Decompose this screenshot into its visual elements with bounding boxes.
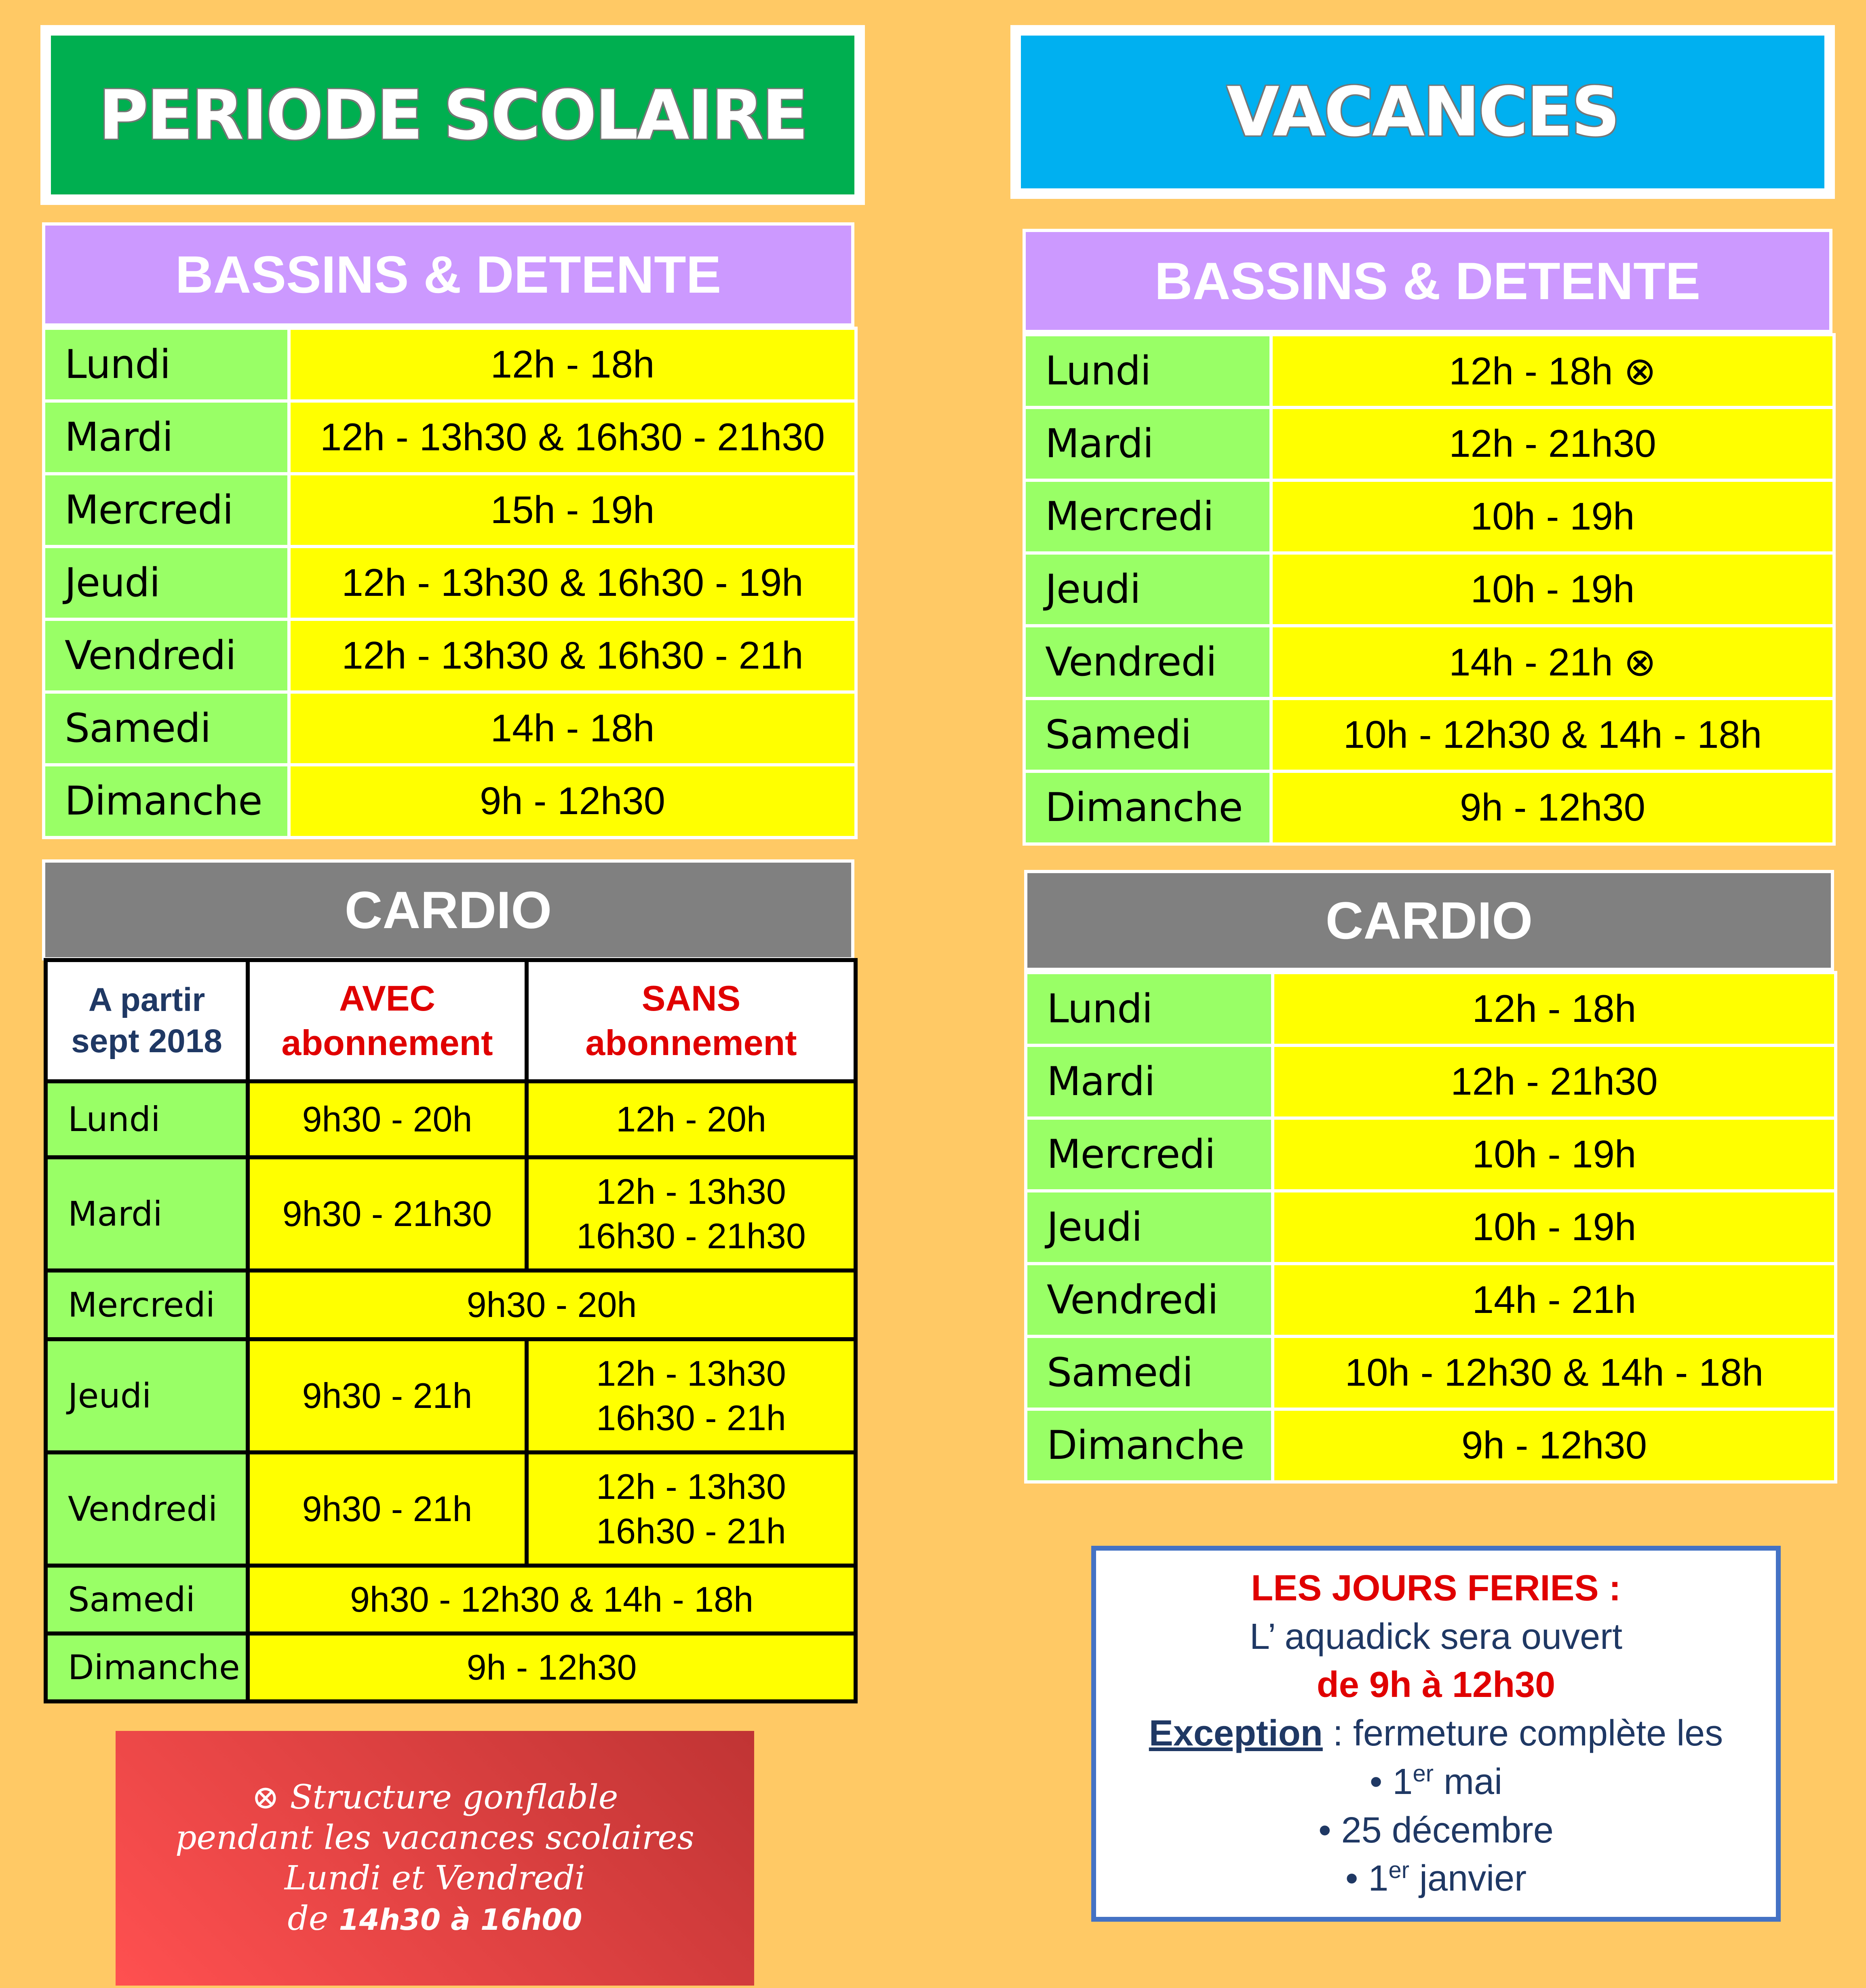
holiday-bassins-title-bar [1023, 229, 1832, 333]
school-bassins-table [42, 327, 858, 839]
day-label: Samedi [1024, 699, 1271, 771]
school-cardio-title: CARDIO [344, 880, 552, 939]
table-row [46, 1339, 856, 1452]
day-label: Vendredi [1026, 1264, 1273, 1336]
day-label: Mardi [1024, 407, 1271, 480]
hours-value: 12h - 13h30 & 16h30 - 19h [289, 547, 856, 619]
school-bassins-title: BASSINS & DETENTE [175, 245, 721, 304]
hours-value: 15h - 19h [289, 474, 856, 547]
hours-value: 12h - 13h30 & 16h30 - 21h [289, 619, 856, 692]
column-header-avec: AVEC abonnement [248, 960, 527, 1081]
table-row [1024, 335, 1834, 407]
avec-hours: 9h30 - 21h [248, 1452, 527, 1566]
table-row [1026, 1264, 1836, 1336]
day-label: Samedi [1026, 1336, 1273, 1409]
hours-value: 10h - 19h [1271, 480, 1834, 553]
feries-title: LES JOURS FERIES : [1251, 1568, 1621, 1609]
table-row [1024, 771, 1834, 844]
table-row [1024, 480, 1834, 553]
avec-hours: 9h30 - 20h [248, 1081, 527, 1157]
hours-value: 9h - 12h30 [289, 765, 856, 838]
feries-item-2: • 25 décembre [1318, 1810, 1554, 1851]
day-label: Dimanche [1024, 771, 1271, 844]
day-label: Vendredi [46, 1452, 248, 1566]
merged-hours: 9h30 - 20h [248, 1270, 856, 1339]
exception-label: Exception [1149, 1713, 1323, 1754]
column-header-since: A partir sept 2018 [46, 960, 248, 1081]
holiday-bassins-table [1023, 333, 1836, 846]
day-label: Samedi [44, 692, 289, 765]
hours-value: 12h - 13h30 & 16h30 - 21h30 [289, 401, 856, 474]
day-label: Jeudi [1026, 1191, 1273, 1264]
holiday-period-title: VACANCES [1227, 72, 1619, 152]
day-label: Lundi [1024, 335, 1271, 407]
sans-hours: 12h - 13h30 16h30 - 21h [527, 1452, 856, 1566]
school-cardio-title-bar [42, 859, 854, 960]
day-label: Mercredi [1024, 480, 1271, 553]
table-row [44, 474, 856, 547]
day-label: Lundi [44, 328, 289, 401]
table-row [44, 765, 856, 838]
day-label: Mercredi [1026, 1118, 1273, 1191]
column-header-sans: SANS abonnement [527, 960, 856, 1081]
school-period-header [40, 25, 865, 205]
table-row [46, 1157, 856, 1270]
feries-line-1: L’ aquadick sera ouvert [1249, 1616, 1623, 1657]
table-row [44, 547, 856, 619]
holiday-bassins-title: BASSINS & DETENTE [1154, 251, 1701, 310]
feries-item-1: • 1er mai [1369, 1760, 1503, 1802]
table-row [46, 1081, 856, 1157]
table-row [1026, 1045, 1836, 1118]
public-holidays-box [1091, 1546, 1781, 1922]
hours-value: 12h - 18h [289, 328, 856, 401]
avec-hours: 9h30 - 21h30 [248, 1157, 527, 1270]
table-header-row [46, 960, 856, 1081]
hours-value: 14h - 18h [289, 692, 856, 765]
note-line-2: pendant les vacances scolaires [175, 1818, 694, 1857]
note-line-3: Lundi et Vendredi [284, 1859, 586, 1897]
day-label: Dimanche [44, 765, 289, 838]
day-label: Dimanche [46, 1633, 248, 1701]
table-row [1024, 626, 1834, 699]
hours-value: 10h - 19h [1273, 1118, 1836, 1191]
day-label: Mardi [46, 1157, 248, 1270]
hours-value: 10h - 12h30 & 14h - 18h [1273, 1336, 1836, 1409]
day-label: Vendredi [1024, 626, 1271, 699]
table-row [44, 401, 856, 474]
merged-hours: 9h - 12h30 [248, 1633, 856, 1701]
school-cardio-table [44, 958, 858, 1703]
table-row [1024, 407, 1834, 480]
table-row [44, 619, 856, 692]
hours-value: 9h - 12h30 [1273, 1409, 1836, 1482]
feries-exception [1149, 1709, 1723, 1758]
hours-value: 10h - 19h [1273, 1191, 1836, 1264]
table-row [1026, 1336, 1836, 1409]
table-row [1024, 699, 1834, 771]
day-label: Mercredi [44, 474, 289, 547]
sans-hours: 12h - 13h30 16h30 - 21h [527, 1339, 856, 1452]
school-bassins-title-bar [42, 222, 854, 327]
holiday-cardio-title: CARDIO [1325, 891, 1533, 950]
table-row [1024, 553, 1834, 626]
hours-value: 14h - 21h ⊗ [1271, 626, 1834, 699]
table-row [46, 1270, 856, 1339]
day-label: Samedi [46, 1566, 248, 1633]
hours-value: 12h - 21h30 [1273, 1045, 1836, 1118]
table-row [44, 328, 856, 401]
sans-hours: 12h - 20h [527, 1081, 856, 1157]
table-row [44, 692, 856, 765]
table-row [46, 1452, 856, 1566]
holiday-cardio-title-bar [1024, 870, 1834, 971]
table-row [46, 1633, 856, 1701]
exception-text: : fermeture complète les [1322, 1713, 1723, 1754]
note-line-1: ⊗ Structure gonflable [251, 1778, 618, 1817]
feries-item-3: • 1er janvier [1345, 1857, 1527, 1899]
avec-hours: 9h30 - 21h [248, 1339, 527, 1452]
day-label: Jeudi [46, 1339, 248, 1452]
day-label: Vendredi [44, 619, 289, 692]
day-label: Mercredi [46, 1270, 248, 1339]
hours-value: 12h - 18h ⊗ [1271, 335, 1834, 407]
hours-value: 12h - 18h [1273, 973, 1836, 1045]
day-label: Jeudi [1024, 553, 1271, 626]
table-row [1026, 1191, 1836, 1264]
day-label: Dimanche [1026, 1409, 1273, 1482]
sans-hours: 12h - 13h30 16h30 - 21h30 [527, 1157, 856, 1270]
hours-value: 14h - 21h [1273, 1264, 1836, 1336]
table-row [46, 1566, 856, 1633]
school-period-title: PERIODE SCOLAIRE [98, 75, 807, 155]
day-label: Lundi [1026, 973, 1273, 1045]
day-label: Mardi [44, 401, 289, 474]
table-row [1026, 1409, 1836, 1482]
table-row [1026, 973, 1836, 1045]
merged-hours: 9h30 - 12h30 & 14h - 18h [248, 1566, 856, 1633]
feries-line-2: de 9h à 12h30 [1316, 1665, 1556, 1705]
table-row [1026, 1118, 1836, 1191]
hours-value: 12h - 21h30 [1271, 407, 1834, 480]
hours-value: 9h - 12h30 [1271, 771, 1834, 844]
holiday-period-header [1010, 25, 1835, 199]
day-label: Jeudi [44, 547, 289, 619]
note-line-4: de 14h30 à 16h00 [287, 1899, 582, 1938]
day-label: Mardi [1026, 1045, 1273, 1118]
hours-value: 10h - 19h [1271, 553, 1834, 626]
inflatable-structure-note [116, 1731, 754, 1986]
hours-value: 10h - 12h30 & 14h - 18h [1271, 699, 1834, 771]
holiday-cardio-table [1024, 971, 1837, 1484]
day-label: Lundi [46, 1081, 248, 1157]
